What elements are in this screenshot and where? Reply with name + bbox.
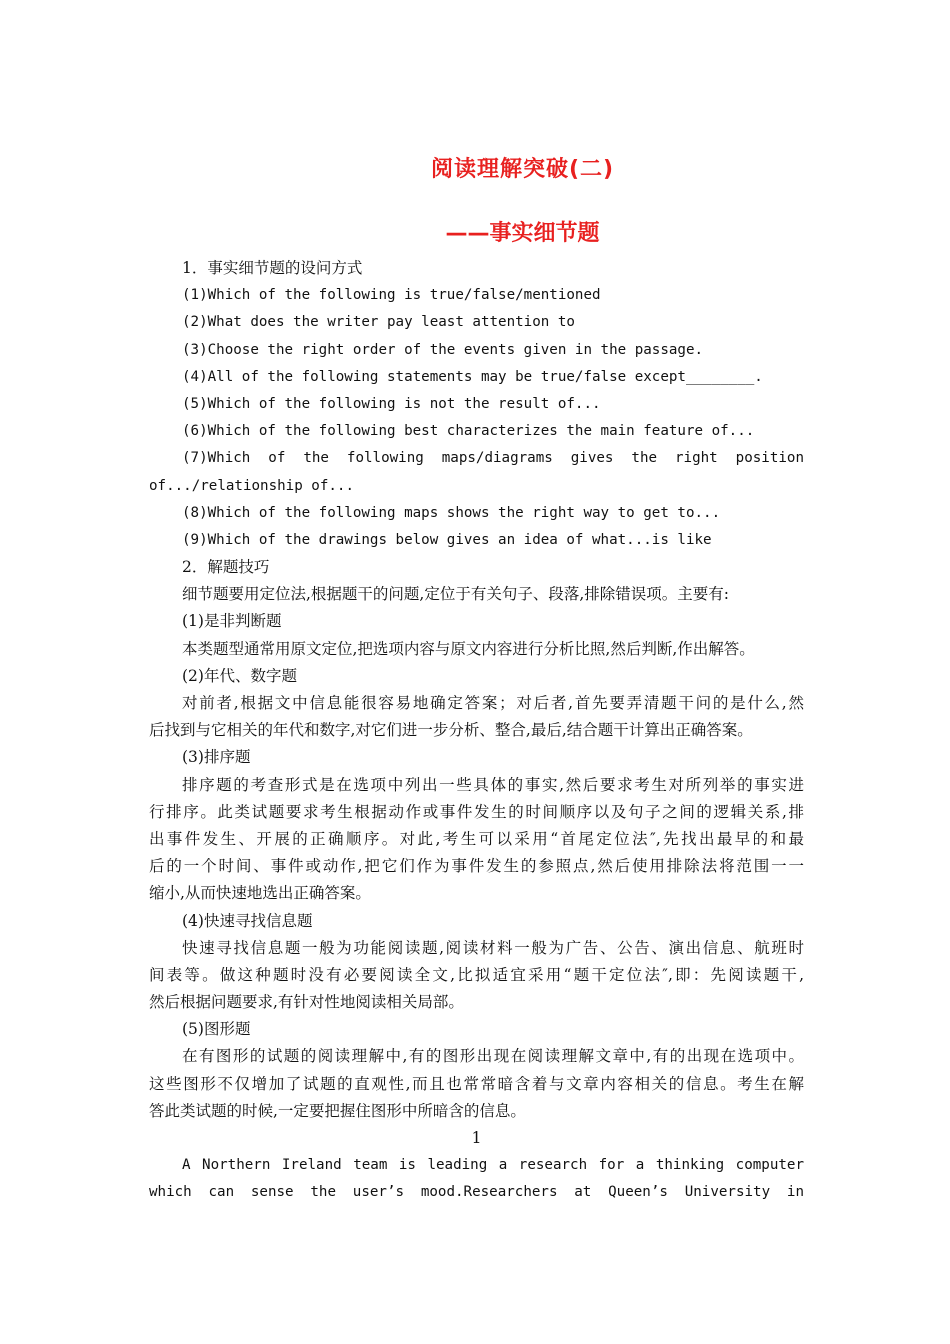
paragraph-line: 本类题型通常用原文定位,把选项内容与原文内容进行分析比照,然后判断,作出解答。 xyxy=(182,639,755,658)
question-pattern: (6)Which of the following best characterizes the main feature of... xyxy=(182,423,755,440)
subsection-heading: (1)是非判断题 xyxy=(182,612,282,631)
paragraph-line: 间表等。做这种题时没有必要阅读全文,比拟适宜采用“题干定位法″,即：先阅读题干, xyxy=(149,965,804,984)
paragraph-line: 行排序。此类试题要求考生根据动作或事件发生的时间顺序以及句子之间的逻辑关系,排 xyxy=(149,802,804,821)
page-title: 阅读理解突破(二) xyxy=(430,157,615,182)
paragraph-line: 答此类试题的时候,一定要把握住图形中所暗含的信息。 xyxy=(149,1101,526,1120)
paragraph-line: 然后根据问题要求,有针对性地阅读相关局部。 xyxy=(149,993,464,1012)
question-pattern: (7)Which of the following maps/diagrams gives the right position xyxy=(182,450,804,467)
paragraph-line: 缩小,从而快速地选出正确答案。 xyxy=(149,884,371,903)
question-pattern: (8)Which of the following maps shows the right way to get to... xyxy=(182,504,721,521)
passage-number: 1 xyxy=(471,1129,482,1147)
paragraph-line: 对前者,根据文中信息能很容易地确定答案；对后者,首先要弄清题干问的是什么,然 xyxy=(182,694,804,712)
question-pattern: (5)Which of the following is not the result of... xyxy=(182,395,601,412)
question-pattern: (3)Choose the right order of the events given in the passage. xyxy=(182,341,704,358)
paragraph-line: 排序题的考查形式是在选项中列出一些具体的事实,然后要求考生对所列举的事实进 xyxy=(182,775,804,794)
document-body xyxy=(149,255,804,1207)
passage-line: which can sense the user’s mood.Researchers at Queen’s University in xyxy=(149,1184,804,1201)
passage-line: A Northern Ireland team is leading a research for a thinking computer xyxy=(182,1157,804,1174)
paragraph-line: 在有图形的试题的阅读理解中,有的图形出现在阅读理解文章中,有的出现在选项中。 xyxy=(182,1047,804,1066)
subsection-heading: (3)排序题 xyxy=(182,748,251,767)
question-pattern: (2)What does the writer pay least attention to xyxy=(182,314,575,331)
section-heading: 1．事实细节题的设问方式 xyxy=(182,259,363,277)
paragraph-line: 后找到与它相关的年代和数字,对它们进一步分析、整合,最后,结合题干计算出正确答案。 xyxy=(149,721,753,740)
subsection-heading: (5)图形题 xyxy=(182,1020,251,1039)
question-pattern: (4)All of the following statements may be true/false except________. xyxy=(182,368,763,385)
question-pattern: (9)Which of the drawings below gives an idea of what...is like xyxy=(182,531,712,548)
paragraph-line: 细节题要用定位法,根据题干的问题,定位于有关句子、段落,排除错误项。主要有: xyxy=(182,585,730,604)
question-pattern-continued: of.../relationship of... xyxy=(149,477,354,494)
page-subtitle: ——事实细节题 xyxy=(445,221,600,246)
subsection-heading: (4)快速寻找信息题 xyxy=(182,911,313,930)
paragraph-line: 出事件发生、开展的正确顺序。对此,考生可以采用“首尾定位法″,先找出最早的和最 xyxy=(149,829,804,848)
paragraph-line: 快速寻找信息题一般为功能阅读题,阅读材料一般为广告、公告、演出信息、航班时 xyxy=(182,938,804,957)
question-pattern: (1)Which of the following is true/false/mentioned xyxy=(182,287,601,304)
subsection-heading: (2)年代、数字题 xyxy=(182,666,297,685)
section-heading: 2．解题技巧 xyxy=(182,558,270,577)
paragraph-line: 这些图形不仅增加了试题的直观性,而且也常常暗含着与文章内容相关的信息。考生在解 xyxy=(149,1074,804,1093)
paragraph-line: 后的一个时间、事件或动作,把它们作为事件发生的参照点,然后使用排除法将范围一一 xyxy=(149,857,804,876)
